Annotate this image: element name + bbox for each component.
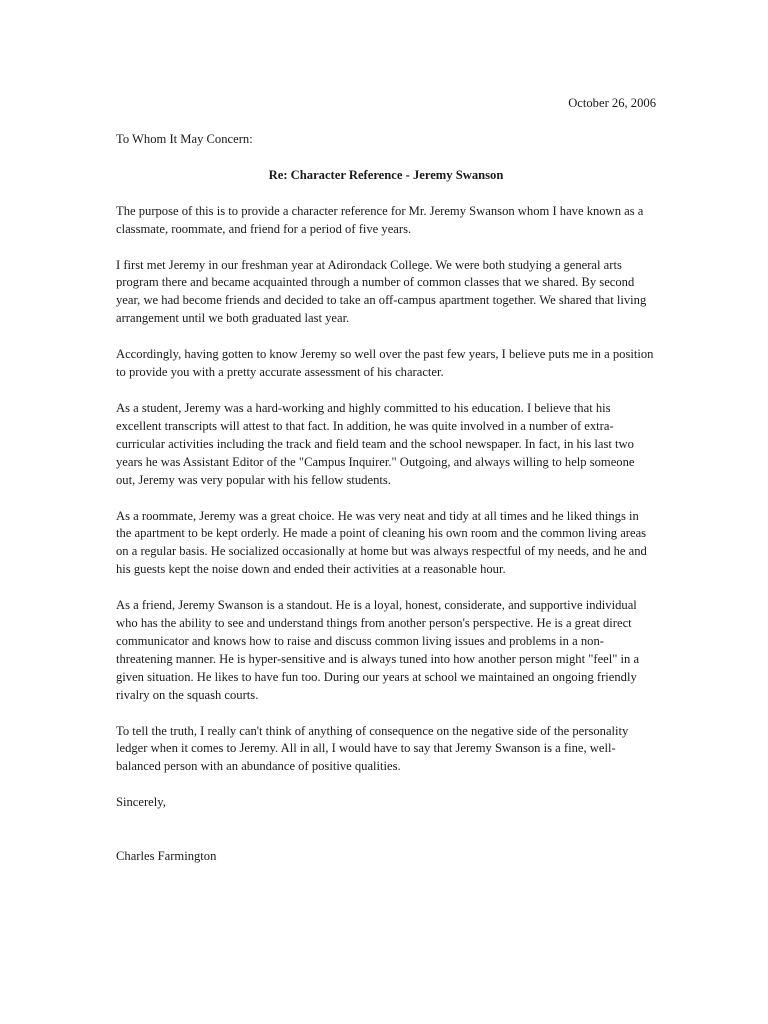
letter-subject: Re: Character Reference - Jeremy Swanson	[268, 167, 504, 182]
letter-page	[116, 95, 656, 866]
body-paragraph-first-met: I first met Jeremy in our freshman year at Adirondack College. We were both studying a general arts program there and became acquainted through a number of common classes that we shared. By second year, we had become friends and decided to take an off-campus apartment together. We shared that living arrangement until we both graduated last year.	[116, 257, 647, 326]
body-paragraph-friend: As a friend, Jeremy Swanson is a standout. He is a loyal, honest, considerate, and supportive individual who has the ability to see and understand things from another person's perspective. He is a great direct communicator and knows how to raise and discuss common living issues and problems in a non-threatening manner. He is hyper-sensitive and is always tuned into how another person might "feel" in a given situation. He likes to have fun too. During our years at school we maintained an ongoing friendly rivalry on the squash courts.	[116, 598, 640, 702]
body-paragraph-student: As a student, Jeremy was a hard-working and highly committed to his education. I believe that his excellent transcripts will attest to that fact. In addition, he was quite involved in a number of extra-curricular activities including the track and field team and the school newspaper. In fact, in his last two years he was Assistant Editor of the "Campus Inquirer." Outgoing, and always willing to help someone out, Jeremy was very popular with his fellow students.	[116, 400, 635, 487]
body-paragraph-accordingly: Accordingly, having gotten to know Jeremy so well over the past few years, I believe puts me in a position to provide you with a pretty accurate assessment of his character.	[116, 347, 654, 380]
body-paragraph-conclusion: To tell the truth, I really can't think of anything of consequence on the negative side of the personality ledger when it comes to Jeremy. All in all, I would have to say that Jeremy Swanson is a fine, well-balanced person with an abundance of positive qualities.	[116, 723, 629, 774]
letter-closing: Sincerely,	[116, 795, 166, 810]
letter-signature: Charles Farmington	[116, 849, 217, 864]
letter-date: October 26, 2006	[568, 96, 656, 110]
body-paragraph-roommate: As a roommate, Jeremy was a great choice. He was very neat and tidy at all times and he liked things in the apartment to be kept orderly. He made a point of cleaning his own room and the common living areas on a regular basis. He socialized occasionally at home but was always respectful of my needs, and he and his guests kept the noise down and ended their activities at a reasonable hour.	[116, 508, 647, 577]
body-paragraph-purpose: The purpose of this is to provide a character reference for Mr. Jeremy Swanson whom I have known as a classmate, roommate, and friend for a period of five years.	[116, 203, 644, 236]
letter-salutation: To Whom It May Concern:	[116, 131, 253, 146]
